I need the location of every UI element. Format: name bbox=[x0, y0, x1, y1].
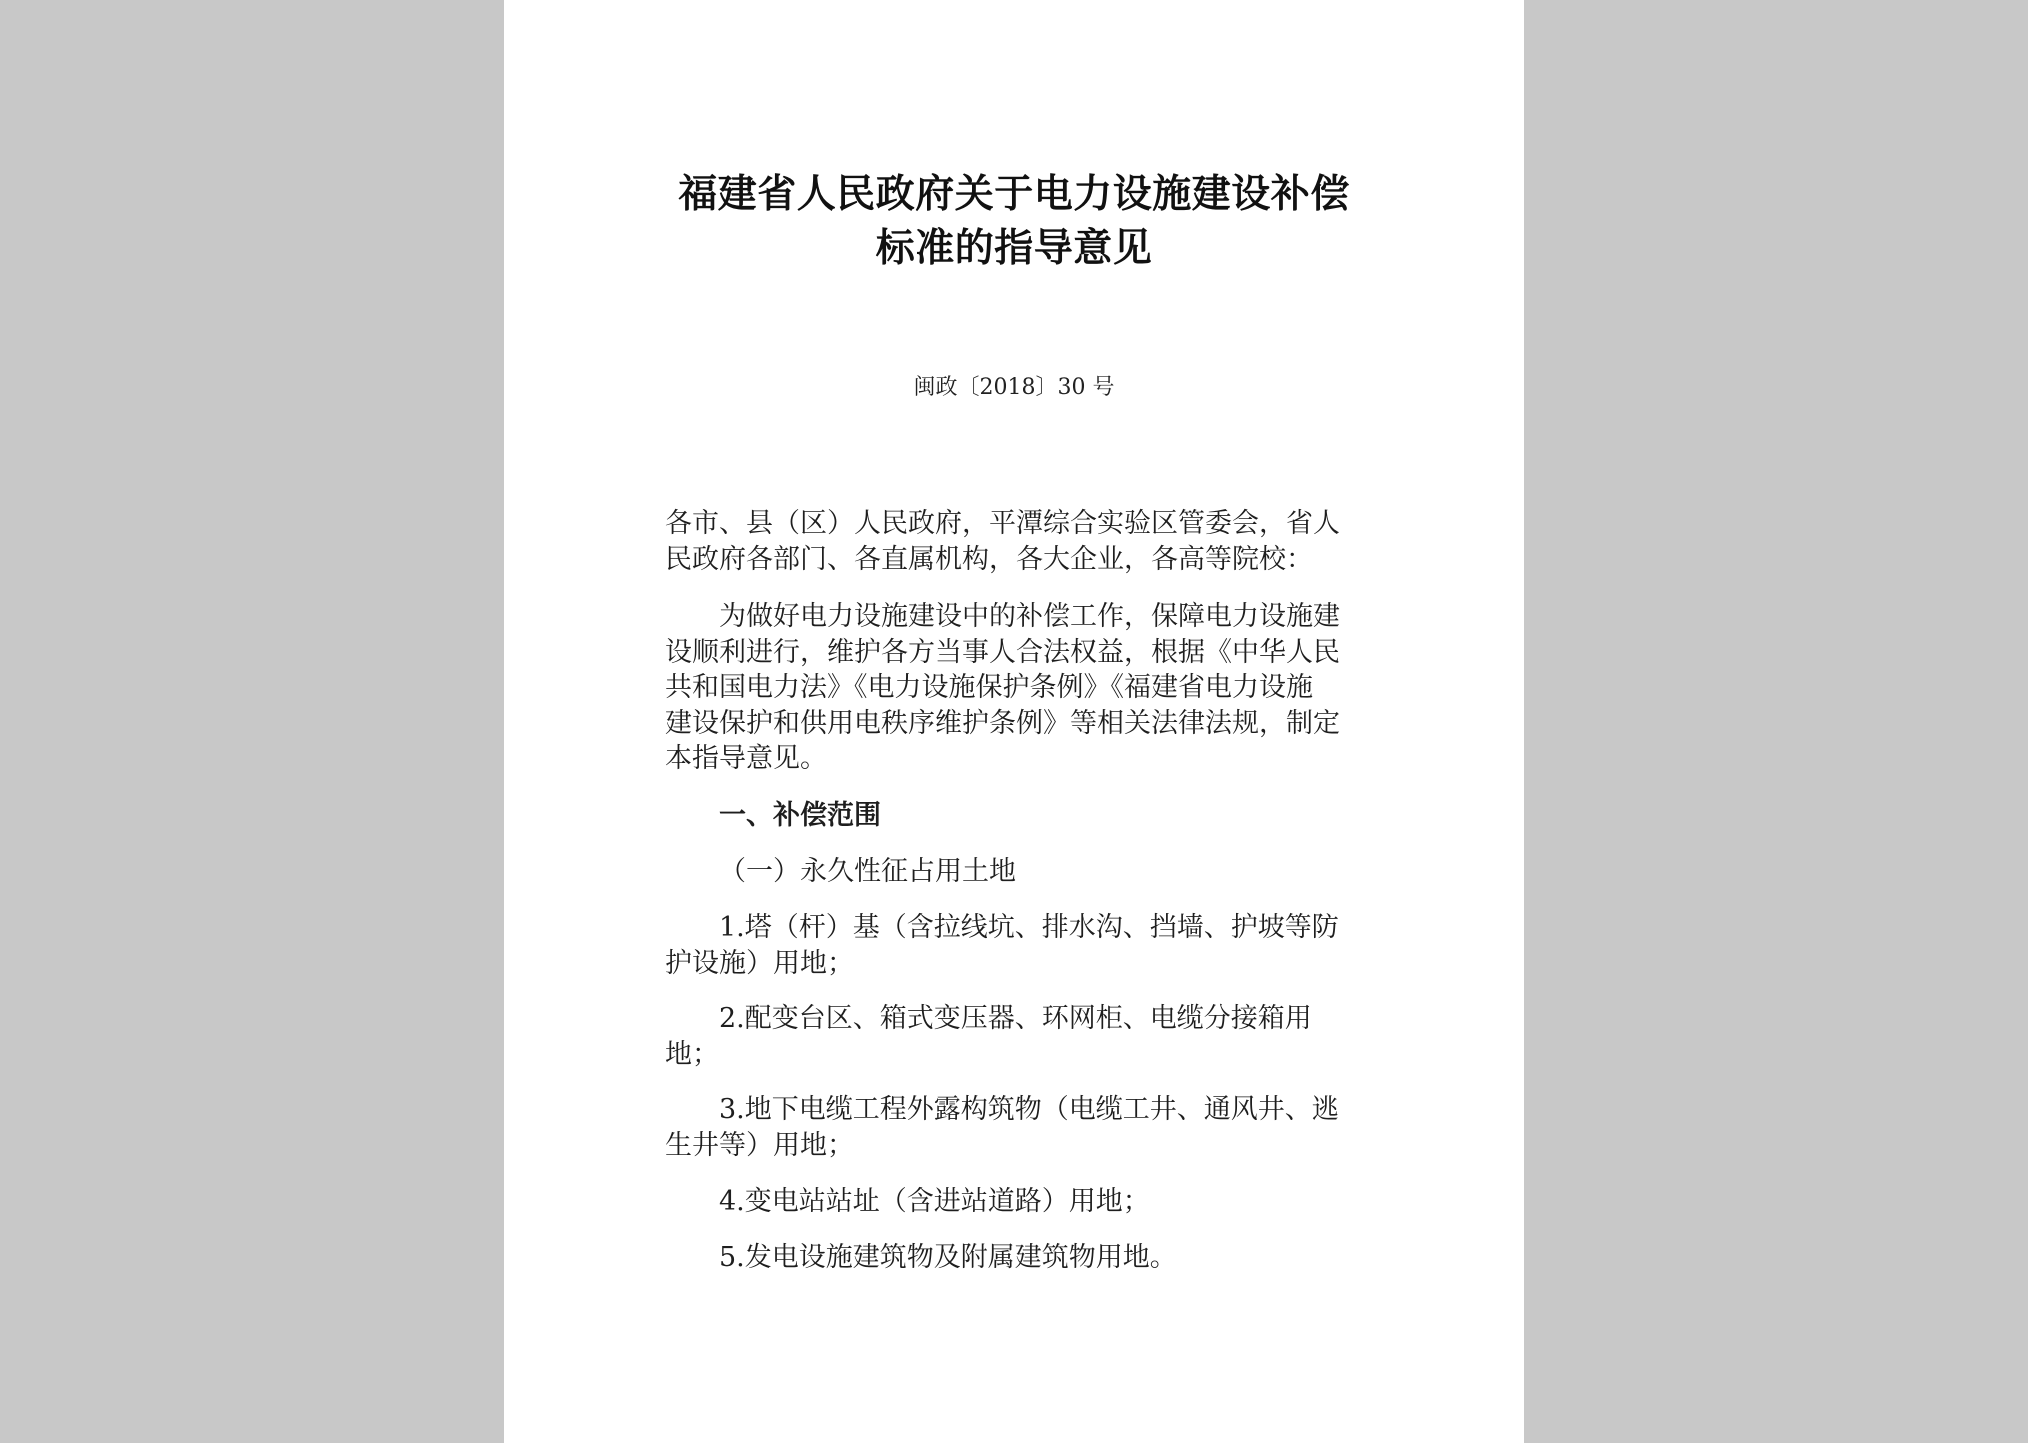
addressee-line-1: 各市、县（区）人民政府，平潭综合实验区管委会，省人 bbox=[665, 508, 1340, 539]
intro-line-2: 设顺利进行，维护各方当事人合法权益，根据《中华人民 bbox=[665, 637, 1340, 668]
intro-line-5: 本指导意见。 bbox=[665, 743, 827, 774]
section-1-heading: 一、补偿范围 bbox=[719, 800, 881, 831]
item-1-line-1: 1.塔（杆）基（含拉线坑、排水沟、挡墙、护坡等防 bbox=[719, 912, 1339, 943]
document-page bbox=[504, 0, 1524, 1443]
intro-line-4: 建设保护和供用电秩序维护条例》等相关法律法规，制定 bbox=[665, 708, 1340, 739]
intro-line-1: 为做好电力设施建设中的补偿工作，保障电力设施建 bbox=[719, 601, 1340, 632]
item-2-line-1: 2.配变台区、箱式变压器、环网柜、电缆分接箱用 bbox=[719, 1003, 1312, 1034]
intro-line-3: 共和国电力法》《电力设施保护条例》《福建省电力设施 bbox=[665, 672, 1313, 703]
item-3-line-2: 生井等）用地； bbox=[665, 1130, 854, 1161]
subsection-1-heading: （一）永久性征占用土地 bbox=[719, 856, 1016, 887]
document-title-line-2: 标准的指导意见 bbox=[875, 226, 1153, 271]
item-4-line-1: 4.变电站站址（含进站道路）用地； bbox=[719, 1186, 1150, 1217]
item-5-line-1: 5.发电设施建筑物及附属建筑物用地。 bbox=[719, 1242, 1177, 1273]
document-title-line-1: 福建省人民政府关于电力设施建设补偿 bbox=[678, 172, 1350, 217]
addressee-line-2: 民政府各部门、各直属机构，各大企业，各高等院校： bbox=[665, 544, 1313, 575]
item-1-line-2: 护设施）用地； bbox=[665, 948, 854, 979]
item-2-line-2: 地； bbox=[665, 1039, 719, 1070]
item-3-line-1: 3.地下电缆工程外露构筑物（电缆工井、通风井、逃 bbox=[719, 1094, 1339, 1125]
document-number: 闽政〔2018〕30 号 bbox=[913, 375, 1115, 400]
